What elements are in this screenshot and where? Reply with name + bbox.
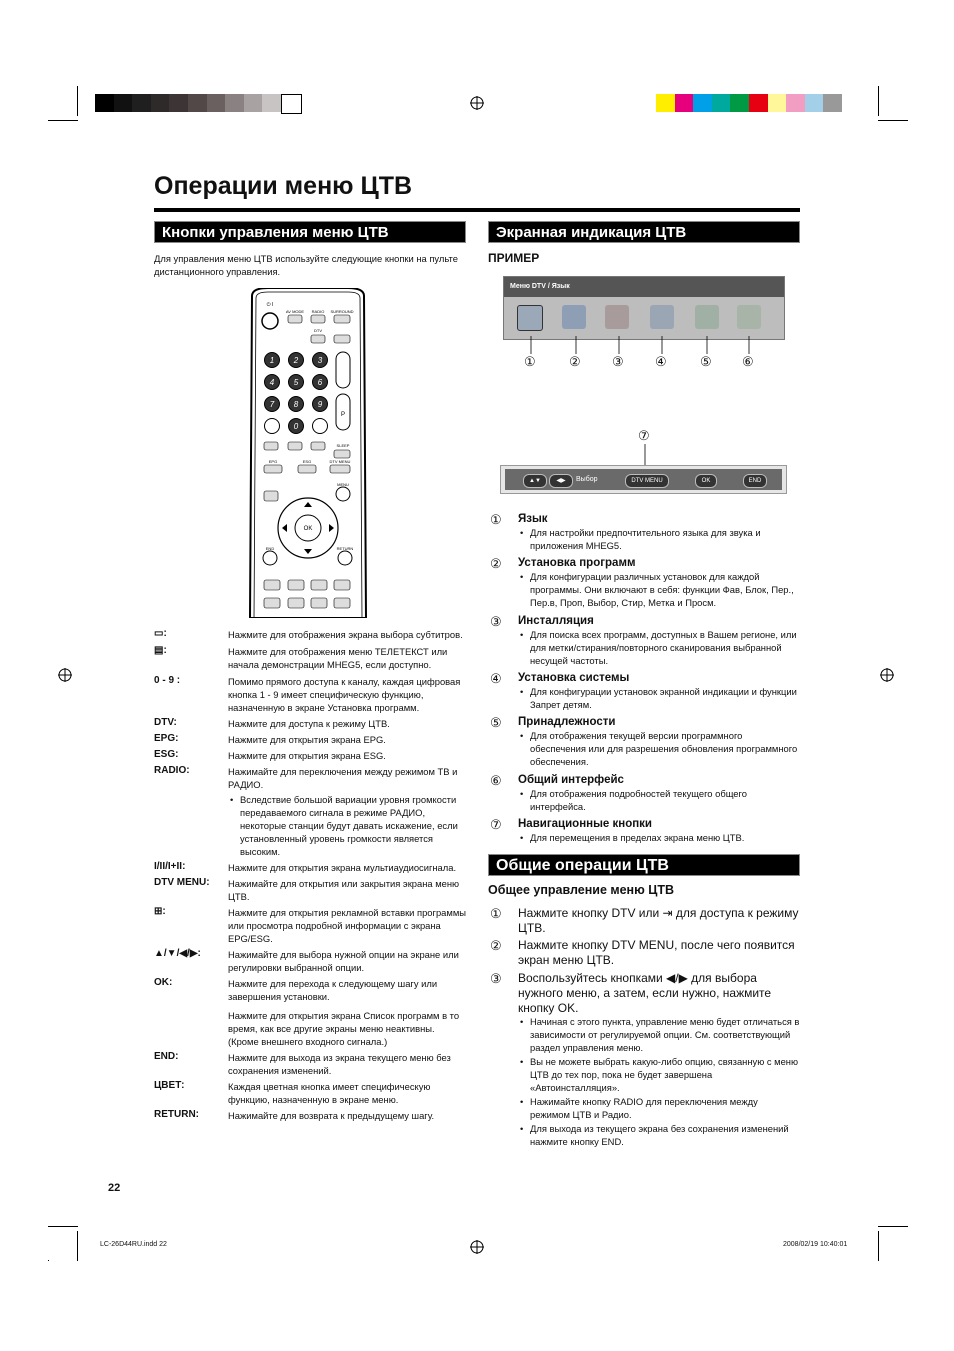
definition-body: Нажмите для открытия экрана EPG. [228, 734, 386, 745]
definition-key: ▲/▼/◀/▶: [154, 948, 201, 959]
section-block [518, 716, 800, 768]
definition-body: Нажимайте для возврата к предыдущему шагу. [228, 1110, 435, 1121]
definition-row [154, 733, 466, 746]
step-number: ② [490, 938, 502, 953]
section-block [518, 774, 800, 813]
right-heading: Экранная индикация ЦТВ [488, 221, 800, 243]
label-surround: SURROUND [330, 309, 354, 314]
definition-body-2: Нажмите для открытия экрана Список программ в то время, как все другие экраны меню неактивны. (Кроме внешнего входного сигнала.) [228, 1010, 460, 1047]
color-swatch [823, 94, 842, 112]
definition-key: ▤: [154, 645, 167, 656]
definition-row [154, 675, 466, 714]
section-block [518, 557, 800, 609]
svg-text:9: 9 [317, 400, 323, 409]
section-title: Установка программ [518, 557, 636, 569]
title-rule [154, 208, 800, 212]
step-note: • Для выхода из текущего экрана без сохранения изменений нажмите кнопку END. [518, 1122, 800, 1148]
definition-key: OK: [154, 977, 173, 988]
definition-text [228, 717, 466, 730]
color-swatch [749, 94, 768, 112]
definition-body: Нажимайте для переключения между режимом ТВ и РАДИО. [228, 766, 458, 790]
gray-swatch [114, 94, 133, 112]
definition-text [228, 877, 466, 903]
common-interface-icon[interactable] [737, 305, 761, 329]
installation-icon[interactable] [605, 305, 629, 329]
definition-key: 0 - 9 : [154, 675, 181, 686]
step-text: Воспользуйтесь кнопками ◀/▶ для выбора нужного меню, а затем, если нужно, нажмите кнопку OK. [518, 971, 772, 1015]
section-bullet: • Для конфигурации различных установок для каждой программы. Они включают в себя: функции Фав, Блок, Пер., Пер.в, Проп, Выбор, Стир, Метка и Просм. [518, 570, 800, 609]
definition-body: Нажмите для открытия рекламной вставки программы или просмотра подробной информации с экрана EPG/ESG. [228, 907, 466, 944]
definition-row [154, 877, 466, 903]
color-swatch [656, 94, 675, 112]
definition-text [228, 628, 466, 641]
definition-text [228, 1080, 466, 1106]
section-title: Навигационные кнопки [518, 818, 652, 830]
gray-swatch [151, 94, 170, 112]
section-block [518, 615, 800, 667]
definition-key: I/II/I+II: [154, 861, 186, 872]
definition-key: EPG: [154, 733, 179, 744]
dtv-menu-osd [503, 276, 785, 340]
definition-body: Нажмите для перехода к следующему шагу или завершения установки. [228, 978, 438, 1002]
general-subheading: Общее управление меню ЦТВ [488, 883, 675, 897]
color-swatch [786, 94, 805, 112]
definition-text [228, 645, 466, 671]
section-bullet: • Для перемещения в пределах экрана меню ЦТВ. [518, 831, 800, 844]
remote-key [265, 419, 280, 434]
nav-dtv-menu-button[interactable]: DTV MENU [625, 474, 669, 488]
step-note: • Вы не можете выбрать какую-либо опцию, связанную с меню ЦТВ до тех пор, пока не будет завершена «Автоинсталляция». [518, 1055, 800, 1094]
svg-text:0: 0 [293, 422, 299, 431]
label-radio: RADIO [311, 309, 325, 314]
svg-text:⏻ I: ⏻ I [266, 302, 274, 308]
programme-setup-icon[interactable] [562, 305, 586, 329]
step-number: ③ [490, 971, 502, 986]
registration-mark-left [58, 668, 72, 682]
nav-select-label: Выбор [576, 476, 598, 483]
button-definition-list [154, 628, 466, 1125]
section-block [518, 513, 800, 552]
svg-text:3: 3 [317, 356, 323, 365]
callout-6: ⑥ [742, 354, 754, 369]
color-swatch [768, 94, 787, 112]
gray-swatch [188, 94, 207, 112]
label-return: RETURN [336, 546, 354, 551]
section-number: ① [490, 512, 502, 527]
svg-text:4: 4 [269, 378, 275, 387]
definition-text [228, 906, 466, 945]
definition-key: END: [154, 1051, 179, 1062]
color-swatch [730, 94, 749, 112]
definition-body: Нажмите для выхода из экрана текущего меню без сохранения изменений. [228, 1052, 451, 1076]
definition-body: Нажмите для отображения экрана выбора субтитров. [228, 629, 463, 640]
definition-body: Помимо прямого доступа к каналу, каждая цифровая кнопка 1 - 9 имеет специфическую функцию, назначенную в экране Установка программ. [228, 676, 461, 713]
color-swatch [693, 94, 712, 112]
section-number: ⑦ [490, 817, 502, 832]
section-block [518, 672, 800, 711]
definition-body: Нажимайте для открытия или закрытия экрана меню ЦТВ. [228, 878, 460, 902]
section-number: ⑥ [490, 773, 502, 788]
callout-5: ⑤ [700, 354, 712, 369]
definition-key: ▭: [154, 628, 167, 639]
definition-body: Нажмите для открытия экрана ESG. [228, 750, 386, 761]
definition-body: Нажмите для доступа к режиму ЦТВ. [228, 718, 390, 729]
registration-mark-top [470, 96, 484, 110]
definition-text [228, 948, 466, 974]
definition-key: ЦВЕТ: [154, 1080, 185, 1091]
callout-3: ③ [612, 354, 624, 369]
definition-key: DTV MENU: [154, 877, 210, 888]
callout-4: ④ [655, 354, 667, 369]
label-ok: OK [303, 526, 313, 532]
color-swatch [712, 94, 731, 112]
section-title: Инсталляция [518, 615, 594, 627]
color-swatch [675, 94, 694, 112]
definition-key: RETURN: [154, 1109, 199, 1120]
section-number: ② [490, 556, 502, 571]
definition-row [154, 1080, 466, 1106]
definition-key: RADIO: [154, 765, 190, 776]
label-av-mode: AV MODE [285, 309, 305, 314]
remote-key [313, 419, 328, 434]
label-esg: ESG [302, 459, 312, 464]
example-label: ПРИМЕР [488, 251, 540, 265]
definition-row [154, 977, 466, 1048]
accessories-icon[interactable] [695, 305, 719, 329]
section-number: ④ [490, 671, 502, 686]
definition-row [154, 645, 466, 671]
label-dtv-menu: DTV MENU [329, 459, 351, 464]
label-sleep: SLEEP [336, 443, 350, 448]
page-number: 22 [108, 1182, 121, 1194]
section-number: ③ [490, 614, 502, 629]
step-text: Нажмите кнопку DTV MENU, после чего появится экран меню ЦТВ. [518, 938, 795, 967]
definition-row [154, 1109, 466, 1122]
definition-text [228, 1109, 466, 1122]
definition-body: Нажмите для отображения меню ТЕЛЕТЕКСТ или начала демонстрации MHEG5, если доступно. [228, 646, 448, 670]
section-block [518, 818, 800, 844]
label-end: END [265, 546, 275, 551]
registration-mark-bottom [470, 1240, 484, 1254]
definition-row [154, 717, 466, 730]
section-title: Принадлежности [518, 716, 616, 728]
callout-2: ② [569, 354, 581, 369]
definition-row [154, 749, 466, 762]
general-heading: Общие операции ЦТВ [488, 854, 800, 876]
section-bullet: • Для отображения текущей версии программного обеспечения или для разрешения обновления программного обеспечения. [518, 729, 800, 768]
definition-key: DTV: [154, 717, 177, 728]
general-step-notes [518, 1015, 800, 1149]
callout-lines [500, 336, 780, 466]
osd-title: Меню DTV / Язык [504, 277, 784, 297]
color-swatch [805, 94, 824, 112]
left-right-arrows-icon[interactable]: ◀▶ [549, 474, 573, 488]
definition-text [228, 733, 466, 746]
svg-text:1: 1 [269, 356, 275, 365]
step-note: • Нажимайте кнопку RADIO для переключения между режимом ЦТВ и Радио. [518, 1095, 800, 1121]
language-icon[interactable] [517, 305, 543, 331]
footer-timestamp: 2008/02/19 10:40:01 [783, 1241, 848, 1248]
definition-row [154, 1051, 466, 1077]
definition-row [154, 948, 466, 974]
gray-swatch [281, 94, 302, 114]
page-title: Операции меню ЦТВ [154, 172, 413, 200]
label-p: P [340, 412, 346, 418]
step-number: ① [490, 906, 502, 921]
left-intro: Для управления меню ЦТВ используйте следующие кнопки на пульте дистанционного управления. [154, 253, 458, 277]
label-dtv: DTV [314, 328, 322, 333]
definition-key: ESG: [154, 749, 179, 760]
section-bullet: • Для конфигурации установок экранной индикации и функции Запрет детям. [518, 685, 800, 711]
step-note: • Начиная с этого пункта, управление меню будет отличаться в зависимости от регулируемой опции. См. соответствующий раздел управления меню. [518, 1015, 800, 1054]
step-text: Нажмите кнопку DTV или ⇥ для доступа к режиму ЦТВ. [518, 906, 799, 935]
svg-text:7: 7 [269, 400, 275, 409]
definition-text [228, 977, 466, 1048]
definition-text [228, 861, 466, 874]
definition-row [154, 765, 466, 858]
registration-mark-right [880, 668, 894, 682]
definition-body: Каждая цветная кнопка имеет специфическую функцию, назначенную в экране меню. [228, 1081, 431, 1105]
definition-body: Нажмите для открытия экрана мультиаудиосигнала. [228, 862, 457, 873]
footer-file: LC-26D44RU.indd 22 [100, 1241, 167, 1248]
definition-key: ⊞: [154, 906, 166, 917]
callout-1: ① [524, 354, 536, 369]
definition-row [154, 628, 466, 641]
definition-text [228, 749, 466, 762]
left-heading: Кнопки управления меню ЦТВ [154, 221, 466, 243]
osd-navigation-bar [500, 465, 787, 494]
gray-swatch [225, 94, 244, 112]
definition-row [154, 906, 466, 945]
gray-swatch [132, 94, 151, 112]
section-bullet: • Для настройки предпочтительного языка для звука и приложения MHEG5. [518, 526, 800, 552]
gray-swatch [95, 94, 114, 112]
up-down-arrows-icon[interactable]: ▲▼ [523, 474, 547, 488]
section-title: Общий интерфейс [518, 774, 624, 786]
svg-text:6: 6 [317, 378, 323, 387]
definition-bullet: • Вследствие большой вариации уровня громкости передаваемого сигнала в режиме РАДИО, некоторые станции будут давать искажение, если установленный уровень громкости является высоким. [228, 793, 466, 858]
system-setup-icon[interactable] [650, 305, 674, 329]
svg-text:5: 5 [293, 378, 299, 387]
gray-swatch [244, 94, 263, 112]
remote-control-illustration [248, 288, 368, 618]
gray-swatch [262, 94, 281, 112]
label-menu: MENU [337, 482, 349, 487]
label-epg: EPG [268, 459, 278, 464]
section-bullet: • Для отображения подробностей текущего общего интерфейса. [518, 787, 800, 813]
definition-body: Нажимайте для выбора нужной опции на экране или регулировки выбранной опции. [228, 949, 459, 973]
gray-swatch [207, 94, 226, 112]
nav-ok-button[interactable]: OK [695, 474, 717, 488]
definition-text [228, 765, 466, 858]
gray-swatch [169, 94, 188, 112]
section-title: Язык [518, 513, 548, 525]
section-number: ⑤ [490, 715, 502, 730]
nav-end-button[interactable]: END [743, 474, 767, 488]
svg-text:8: 8 [293, 400, 299, 409]
definition-text [228, 675, 466, 714]
callout-7: ⑦ [638, 428, 650, 443]
section-bullet: • Для поиска всех программ, доступных в Вашем регионе, или для метки/стирания/повторного сканирования выбранной несущей частоты. [518, 628, 800, 667]
section-title: Установка системы [518, 672, 630, 684]
svg-text:2: 2 [293, 356, 299, 365]
definition-row [154, 861, 466, 874]
definition-text [228, 1051, 466, 1077]
